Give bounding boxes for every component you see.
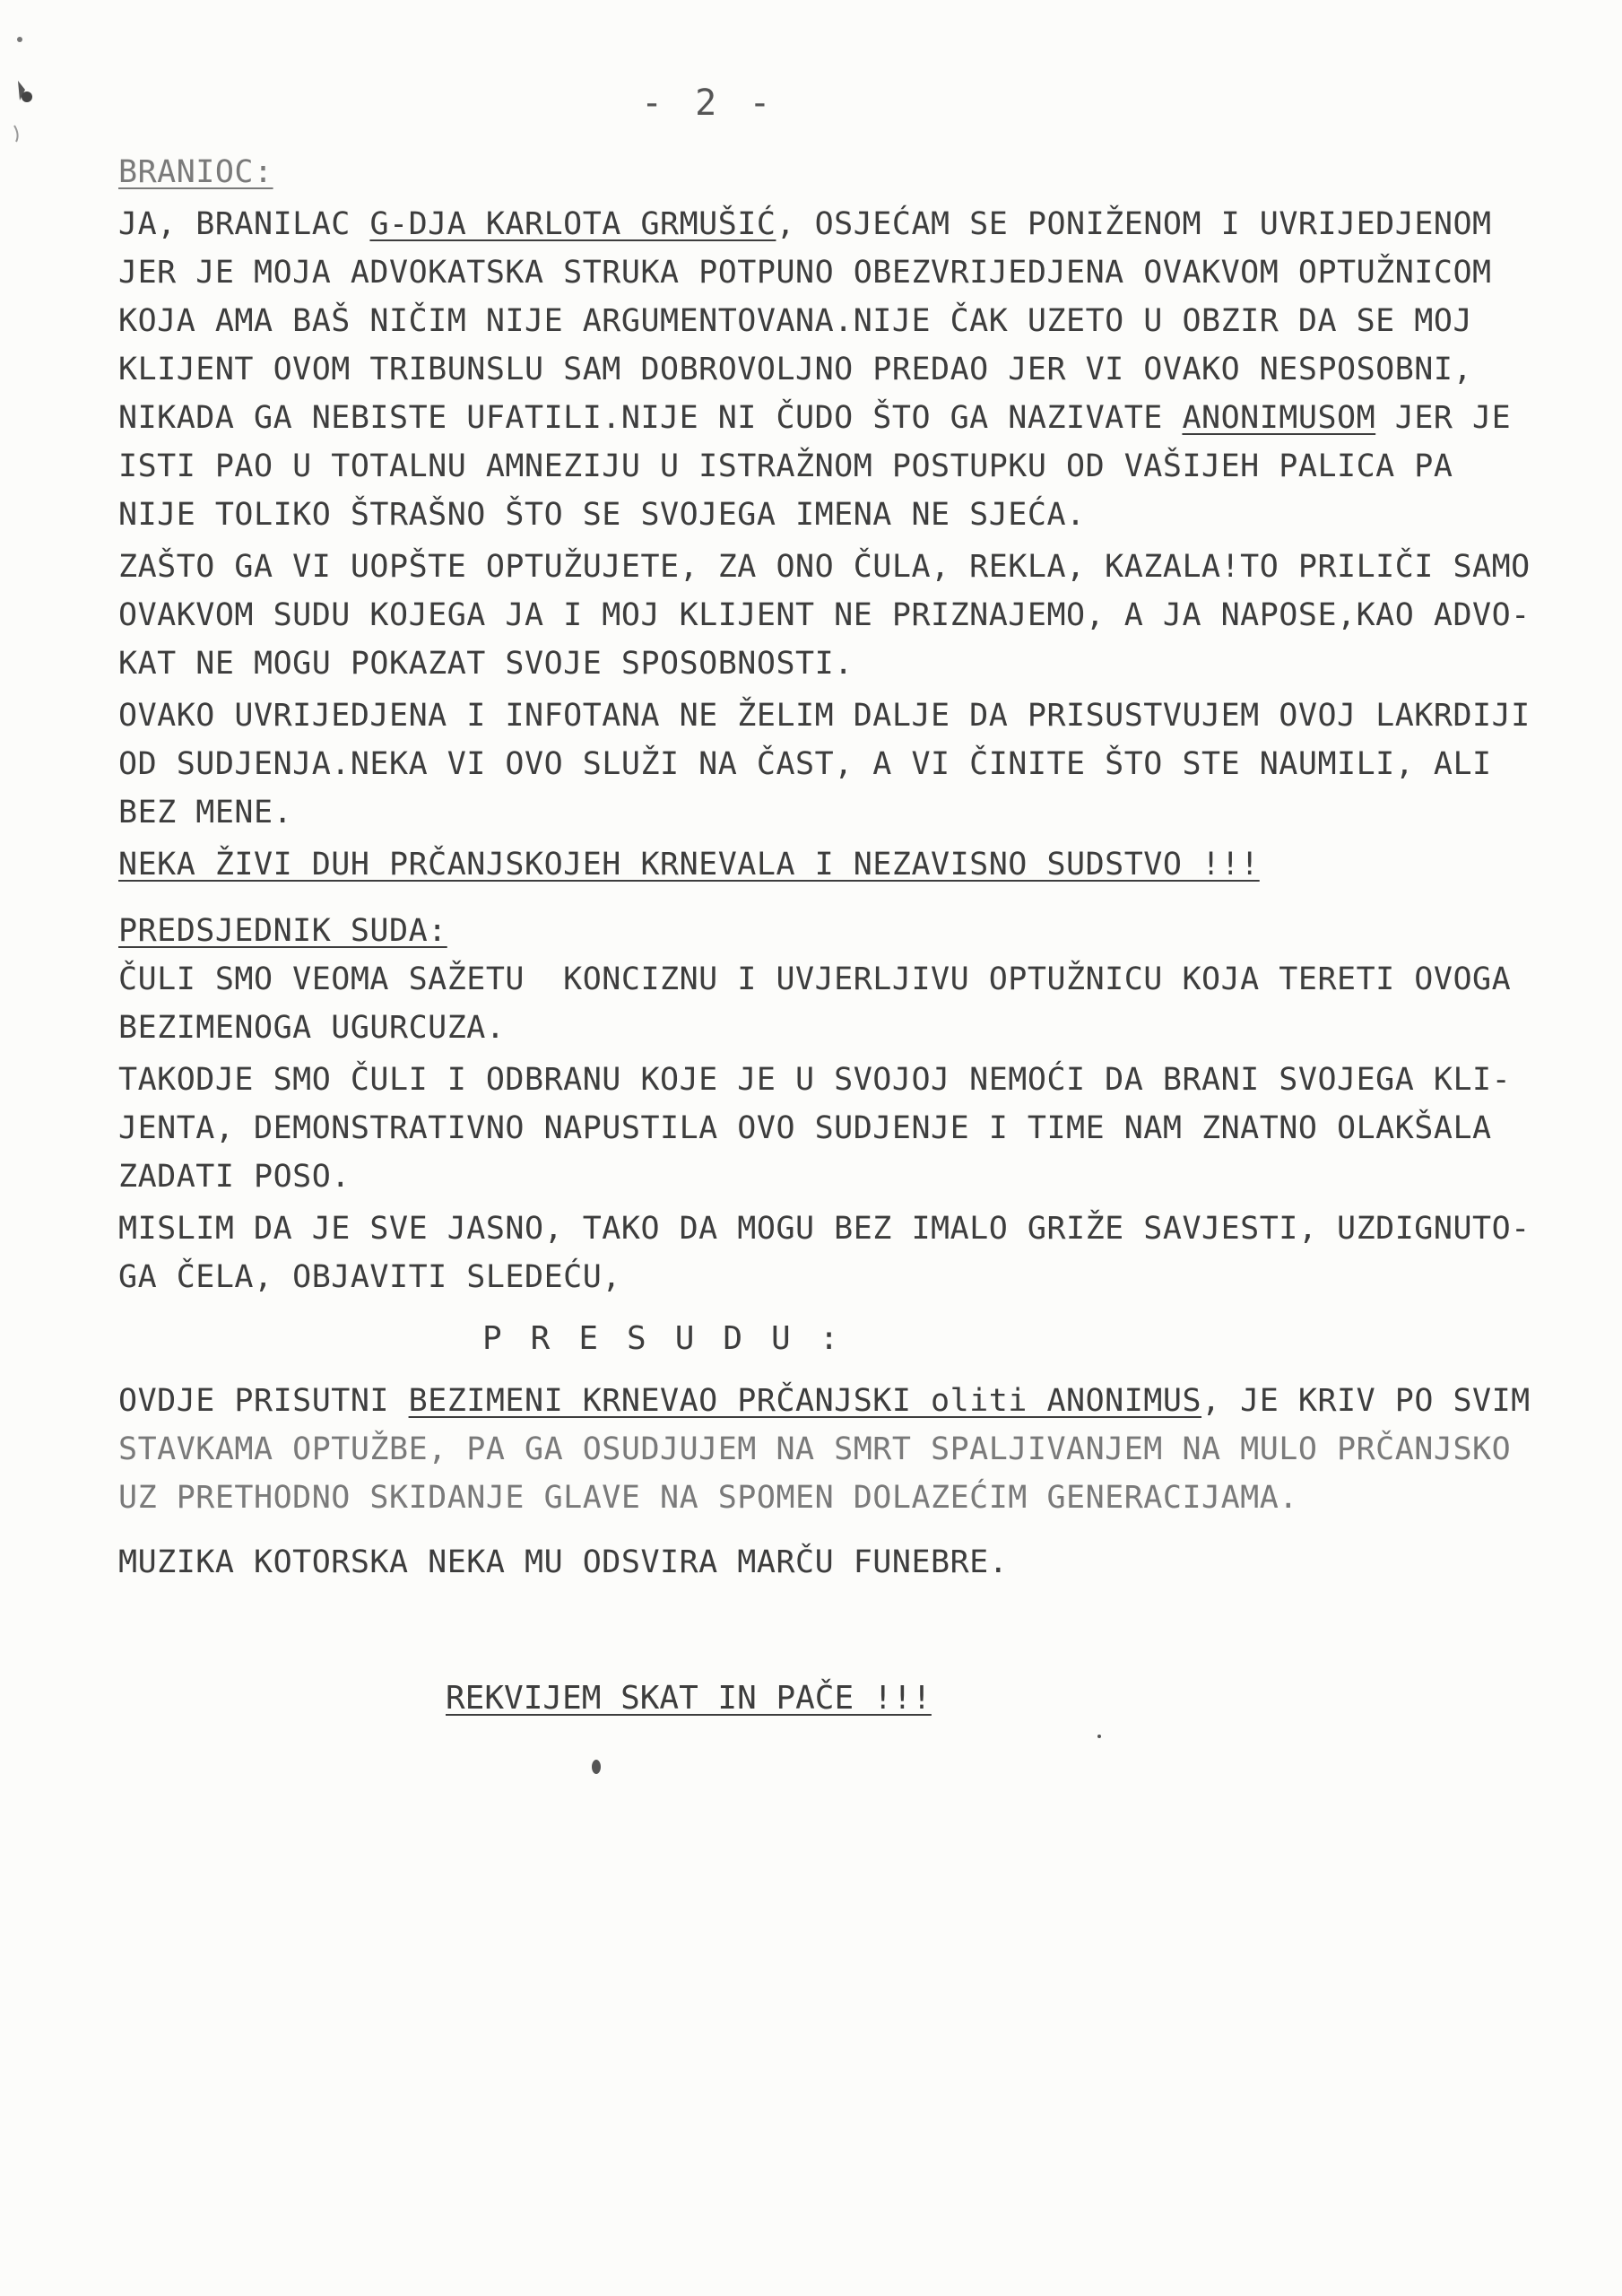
predsjednik-line-2: BEZIMENOGA UGURCUZA. — [118, 1010, 506, 1046]
branioc-heading: BRANIOC: — [118, 154, 273, 190]
branioc-line-9: OVAKVOM SUDU KOJEGA JA I MOJ KLIJENT NE PRIZNAJEMO, A JA NAPOSE,KAO ADVO- — [118, 597, 1531, 633]
ink-speck — [1097, 1735, 1101, 1738]
text-fragment: OVDJE PRISUTNI — [118, 1383, 409, 1419]
branioc-line-7: NIJE TOLIKO ŠTRAŠNO ŠTO SE SVOJEGA IMENA NE SJEĆA. — [118, 497, 1086, 533]
predsjednik-line-6: MISLIM DA JE SVE JASNO, TAKO DA MOGU BEZ IMALO GRIŽE SAVJESTI, UZDIGNUTO- — [118, 1211, 1531, 1247]
predsjednik-line-7: GA ČELA, OBJAVITI SLEDEĆU, — [118, 1259, 621, 1295]
branioc-line-12: OD SUDJENJA.NEKA VI OVO SLUŽI NA ČAST, A VI ČINITE ŠTO STE NAUMILI, ALI — [118, 746, 1492, 782]
ink-speck — [592, 1760, 601, 1774]
branioc-line-13: BEZ MENE. — [118, 795, 293, 831]
branioc-line-3: KOJA AMA BAŠ NIČIM NIJE ARGUMENTOVANA.NIJE ČAK UZETO U OBZIR DA SE MOJ — [118, 303, 1473, 339]
predsjednik-line-5: ZADATI POSO. — [118, 1159, 351, 1195]
branioc-line-11: OVAKO UVRIJEDJENA I INFOTANA NE ŽELIM DALJE DA PRISUSTVUJEM OVOJ LAKRDIJI — [118, 698, 1531, 734]
anonimus-word: ANONIMUSOM — [1182, 400, 1376, 436]
branioc-line-1 — [118, 204, 1492, 244]
verdict-line-4: MUZIKA KOTORSKA NEKA MU ODSVIRA MARČU FUNEBRE. — [118, 1544, 1009, 1580]
predsjednik-line-4: JENTA, DEMONSTRATIVNO NAPUSTILA OVO SUDJENJE I TIME NAM ZNATNO OLAKŠALA — [118, 1110, 1492, 1146]
predsjednik-line-1: ČULI SMO VEOMA SAŽETU KONCIZNU I UVJERLJIVU OPTUŽNICU KOJA TERETI OVOGA — [118, 961, 1512, 997]
text-fragment: , JE KRIV PO SVIM — [1201, 1383, 1531, 1419]
branioc-line-4: KLIJENT OVOM TRIBUNSLU SAM DOBROVOLJNO PREDAO JER VI OVAKO NESPOSOBNI, — [118, 352, 1473, 387]
text-fragment: , OSJEĆAM SE PONIŽENOM I UVRIJEDJENOM — [776, 206, 1492, 242]
branioc-line-2: JER JE MOJA ADVOKATSKA STRUKA POTPUNO OBEZVRIJEDJENA OVAKVOM OPTUŽNICOM — [118, 255, 1492, 291]
branioc-slogan: NEKA ŽIVI DUH PRČANJSKOJEH KRNEVALA I NEZAVISNO SUDSTVO !!! — [118, 847, 1260, 883]
lawyer-name: G-DJA KARLOTA GRMUŠIĆ — [369, 206, 776, 242]
verdict-line-2: STAVKAMA OPTUŽBE, PA GA OSUDJUJEM NA SMRT SPALJIVANJEM NA MULO PRČANJSKO — [118, 1431, 1512, 1467]
predsjednik-heading: PREDSJEDNIK SUDA: — [118, 913, 447, 949]
page-number: - 2 - — [641, 83, 776, 124]
branioc-line-8: ZAŠTO GA VI UOPŠTE OPTUŽUJETE, ZA ONO ČULA, REKLA, KAZALA!TO PRILIČI SAMO — [118, 549, 1531, 585]
verdict-line-3: UZ PRETHODNO SKIDANJE GLAVE NA SPOMEN DOLAZEĆIM GENERACIJAMA. — [118, 1480, 1298, 1516]
closing-line: REKVIJEM SKAT IN PAČE !!! — [446, 1680, 932, 1717]
accused-name: BEZIMENI KRNEVAO PRČANJSKI oliti ANONIMUS — [408, 1383, 1202, 1419]
text-fragment: JER JE — [1375, 400, 1512, 436]
branioc-line-10: KAT NE MOGU POKAZAT SVOJE SPOSOBNOSTI. — [118, 646, 854, 682]
branioc-line-6: ISTI PAO U TOTALNU AMNEZIJU U ISTRAŽNOM POSTUPKU OD VAŠIJEH PALICA PA — [118, 448, 1453, 484]
verdict-line-1 — [118, 1381, 1531, 1421]
branioc-line-5 — [118, 398, 1511, 438]
text-fragment: NIKADA GA NEBISTE UFATILI.NIJE NI ČUDO ŠTO GA NAZIVATE — [118, 400, 1183, 436]
binding-mark-icon — [11, 27, 41, 144]
text-fragment: JA, BRANILAC — [118, 206, 370, 242]
verdict-title: PRESUDU: — [482, 1320, 868, 1357]
predsjednik-line-3: TAKODJE SMO ČULI I ODBRANU KOJE JE U SVOJOJ NEMOĆI DA BRANI SVOJEGA KLI- — [118, 1062, 1512, 1098]
